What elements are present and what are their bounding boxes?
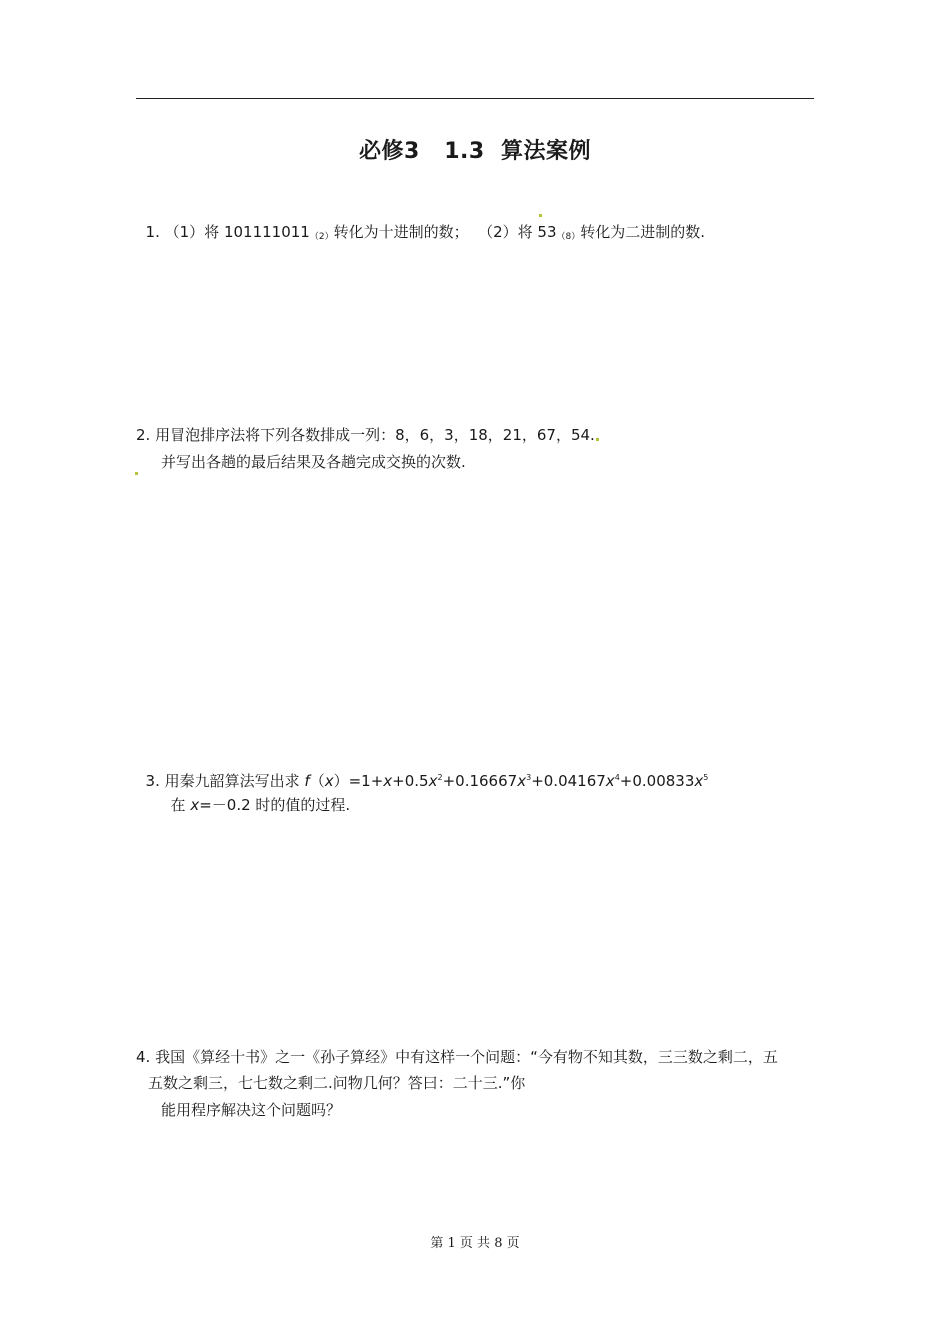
q3-x: x [694, 772, 704, 790]
q1-prefix: 1. （1）将 101111011 [145, 223, 310, 241]
q3-text-i: +0.00833 [619, 772, 695, 790]
q3-x: x [605, 772, 615, 790]
q3-line2-x: x [190, 796, 200, 814]
header-rule [136, 98, 814, 99]
q3-text-h: +0.04167 [531, 772, 606, 790]
question-2-line-2: 并写出各趟的最后结果及各趟完成交换的次数. [161, 453, 466, 471]
q3-exponent: 2 [437, 773, 443, 782]
q3-text-d: +0.5 [392, 772, 429, 790]
question-4-line-1: 4. 我国《算经十书》之一《孙子算经》中有这样一个问题：“今有物不知其数，三三数之剩二，五 [136, 1048, 778, 1066]
q3-text-a: 3. 用秦九韶算法写出求 [145, 772, 305, 790]
q3-line2-b: =－0.2 时的值的过程. [199, 796, 351, 814]
question-1 [136, 202, 705, 247]
q1-suffix: 转化为二进制的数. [580, 223, 706, 241]
q3-line2-a: 在 [170, 796, 191, 814]
q1-mid: 转化为十进制的数； （2）将 53 [333, 223, 557, 241]
page-title: 必修3 1.3 算法案例 [358, 139, 592, 164]
q1-base-2: （2） [309, 232, 334, 242]
q3-x: x [428, 772, 438, 790]
q3-text-g: +0.16667 [442, 772, 518, 790]
q3-exponent: 4 [614, 773, 620, 782]
q3-text-b: （ [309, 772, 325, 790]
q3-x: x [383, 772, 393, 790]
q3-x: x [324, 772, 334, 790]
q3-exponent: 5 [703, 773, 709, 782]
edit-mark [539, 214, 542, 217]
page-footer: 第 1 页 共 8 页 [430, 1236, 520, 1251]
q1-base-8: （8） [556, 232, 581, 242]
question-4-line-2: 五数之剩三，七七数之剩二.问物几何？答曰：二十三.”你 [148, 1074, 526, 1092]
q3-exponent: 3 [526, 773, 532, 782]
question-4-line-3: 能用程序解决这个问题吗？ [161, 1101, 342, 1119]
q3-f: f [304, 772, 310, 790]
question-3-line-2 [161, 775, 350, 815]
edit-mark [596, 438, 599, 441]
edit-mark [135, 472, 138, 475]
q3-text-c: ）=1+ [333, 772, 384, 790]
question-2-line-1: 2. 用冒泡排序法将下列各数排成一列：8，6，3，18，21，67，54. [136, 426, 595, 444]
q3-x: x [517, 772, 527, 790]
